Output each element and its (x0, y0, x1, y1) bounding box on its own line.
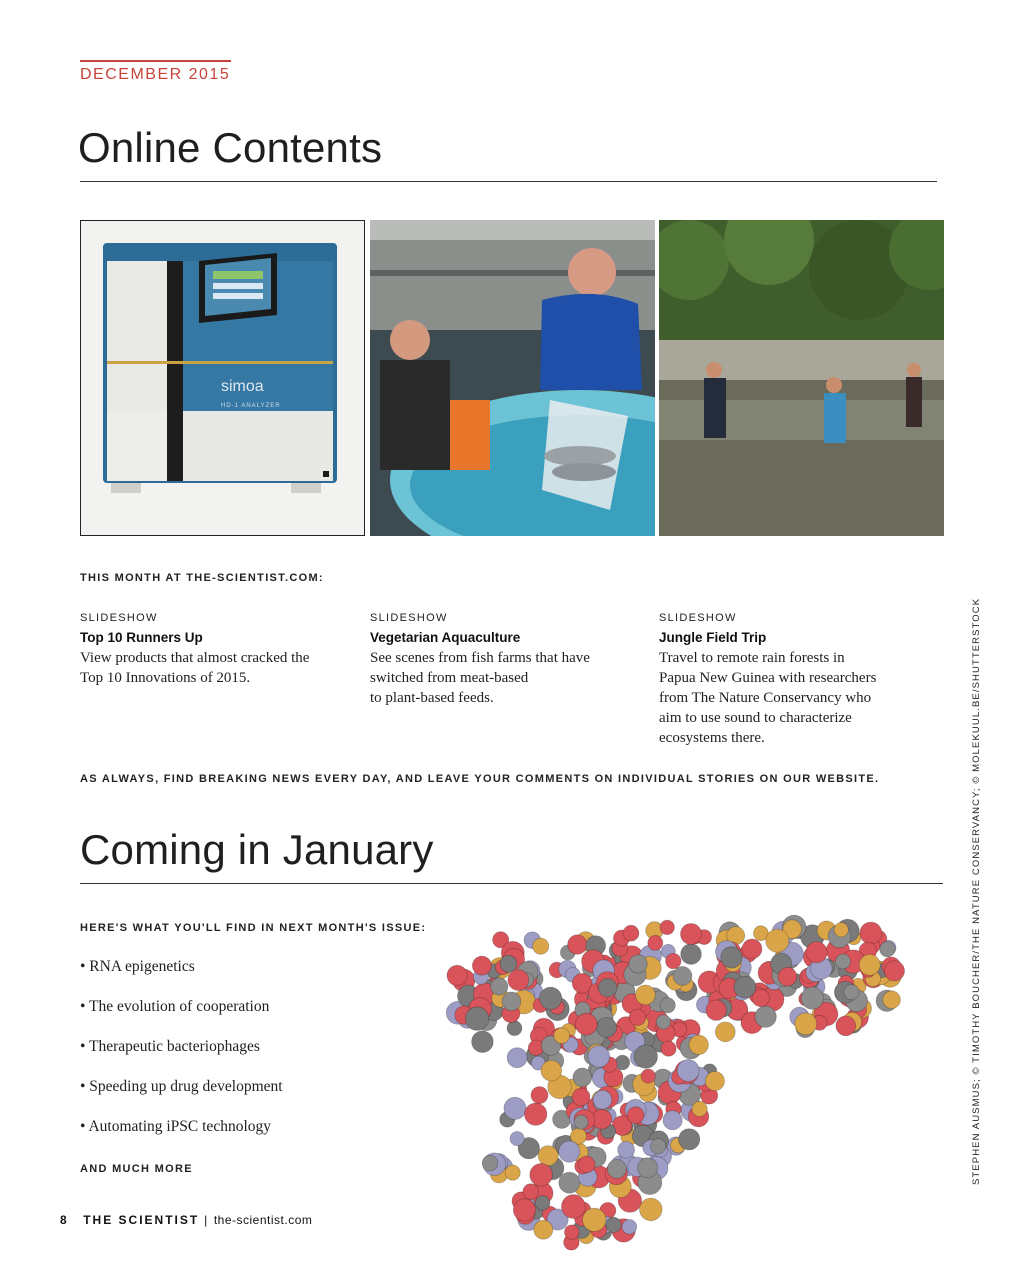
atom-sphere (705, 1072, 724, 1091)
atom-sphere (559, 1141, 580, 1162)
atom-sphere (734, 976, 756, 998)
atom-sphere (525, 1103, 547, 1125)
atom-sphere (834, 923, 848, 937)
atom-sphere (636, 985, 656, 1005)
always-note: AS ALWAYS, FIND BREAKING NEWS EVERY DAY, AND LEAVE YOUR COMMENTS ON INDIVIDUAL STORIES ON OUR WEBSITE. (80, 773, 880, 785)
atom-sphere (859, 954, 880, 975)
atom-sphere (505, 1165, 520, 1180)
coming-list (80, 955, 283, 1155)
atom-sphere (583, 1208, 606, 1231)
atom-sphere (692, 1101, 707, 1116)
list-item: • The evolution of cooperation (80, 998, 270, 1015)
feature-description: Travel to remote rain forests in Papua New Guinea with researchers from The Nature Conservancy who aim to use sound to characterize ecosystems there. (659, 650, 877, 746)
photo-aquaculture[interactable] (370, 220, 655, 536)
atom-sphere (510, 1132, 524, 1146)
atom-sphere (472, 956, 491, 975)
atom-sphere (533, 938, 549, 954)
header-accent-rule (80, 60, 231, 62)
feature-jungle (659, 612, 934, 748)
coming-divider (80, 883, 943, 884)
atom-sphere (673, 967, 692, 986)
atom-sphere (597, 1017, 617, 1037)
atom-sphere (565, 1225, 580, 1240)
atom-sphere (677, 1060, 699, 1082)
atom-sphere (836, 954, 851, 969)
atom-sphere (447, 965, 467, 985)
photo-instrument[interactable] (80, 220, 365, 536)
feature-type: SLIDESHOW (80, 612, 158, 624)
atom-sphere (500, 955, 517, 972)
atom-sphere (836, 1016, 856, 1036)
atom-sphere (504, 1097, 526, 1119)
atom-sphere (689, 1035, 708, 1054)
page-title: Online Contents (78, 124, 383, 171)
atom-sphere (629, 1009, 646, 1026)
feature-type: SLIDESHOW (370, 612, 448, 624)
atom-sphere (679, 1129, 700, 1150)
atom-sphere (650, 1139, 665, 1154)
atom-sphere (641, 1069, 655, 1083)
instrument-model: HD-1 ANALYZER (221, 403, 281, 409)
atom-sphere (656, 1015, 670, 1029)
atom-sphere (778, 967, 797, 986)
footer-brand: THE SCIENTIST (83, 1213, 200, 1227)
atom-sphere (554, 1028, 570, 1044)
atom-sphere (660, 920, 674, 934)
atom-sphere (880, 942, 895, 957)
atom-sphere (627, 1107, 644, 1124)
atom-sphere (472, 1031, 494, 1053)
feature-description: View products that almost cracked the Top 10 Innovations of 2015. (80, 650, 310, 686)
list-item: • Automating iPSC technology (80, 1118, 272, 1135)
atom-sphere (593, 1090, 612, 1109)
atom-sphere (706, 1000, 726, 1020)
rna-molecule-illustration (428, 905, 948, 1265)
footer-separator: | (204, 1213, 209, 1227)
atom-sphere (660, 998, 675, 1013)
atom-sphere (640, 1198, 663, 1221)
coming-intro: HERE'S WHAT YOU'LL FIND IN NEXT MONTH'S ISSUE: (80, 922, 427, 934)
atom-sphere (562, 1195, 586, 1219)
instrument-illustration (81, 221, 364, 535)
atom-sphere (801, 987, 823, 1009)
atom-sphere (531, 1087, 548, 1104)
feature-top10 (80, 612, 355, 688)
atom-sphere (623, 925, 639, 941)
feature-title[interactable]: Top 10 Runners Up (80, 630, 203, 645)
atom-sphere (559, 1172, 580, 1193)
atom-sphere (482, 1155, 498, 1171)
coming-title: Coming in January (80, 826, 434, 873)
feature-title[interactable]: Vegetarian Aquaculture (370, 630, 521, 645)
atom-sphere (795, 1013, 817, 1035)
atom-sphere (491, 978, 508, 995)
atom-sphere (507, 1021, 522, 1036)
atom-sphere (573, 1068, 592, 1087)
title-divider (80, 181, 937, 182)
jungle-illustration (659, 220, 944, 536)
page-footer (60, 1213, 312, 1227)
atom-sphere (539, 987, 561, 1009)
atom-sphere (755, 1006, 776, 1027)
atom-sphere (844, 985, 859, 1000)
atom-sphere (541, 1060, 562, 1081)
feature-aquaculture (370, 612, 645, 708)
atom-sphere (883, 991, 901, 1009)
atom-sphere (465, 1007, 489, 1031)
atom-sphere (534, 1220, 553, 1239)
atom-sphere (721, 947, 742, 968)
atom-sphere (508, 970, 529, 991)
atom-sphere (572, 1088, 590, 1106)
atom-sphere (513, 1199, 535, 1221)
atom-sphere (766, 929, 789, 952)
atom-sphere (715, 1022, 735, 1042)
atom-sphere (681, 944, 702, 965)
and-much-more: AND MUCH MORE (80, 1163, 193, 1175)
atom-sphere (742, 939, 762, 959)
photo-jungle[interactable] (659, 220, 944, 536)
aquaculture-illustration (370, 220, 655, 536)
atom-sphere (622, 1220, 637, 1235)
atom-sphere (629, 955, 647, 973)
atom-sphere (523, 1184, 539, 1200)
this-month-label: THIS MONTH AT THE-SCIENTIST.COM: (80, 572, 324, 584)
atom-sphere (574, 1115, 588, 1129)
atom-sphere (575, 1013, 597, 1035)
atom-sphere (634, 1045, 657, 1068)
atom-sphere (806, 942, 827, 963)
atom-sphere (588, 1046, 610, 1068)
atom-sphere (535, 1196, 550, 1211)
atom-sphere (530, 1164, 553, 1187)
feature-description: See scenes from fish farms that have switched from meat-based to plant-based feeds. (370, 650, 590, 706)
atom-sphere (648, 935, 663, 950)
photo-credit: STEPHEN AUSMUS; © TIMOTHY BOUCHER/THE NATURE CONSERVANCY; © MOLEKUUL.BE/SHUTTERSTOCK (971, 597, 982, 1185)
footer-url[interactable]: the-scientist.com (213, 1213, 313, 1227)
atom-sphere (578, 1156, 595, 1173)
atom-sphere (860, 922, 882, 944)
atom-sphere (607, 1159, 626, 1178)
atom-sphere (606, 1217, 621, 1232)
atom-sphere (638, 1158, 658, 1178)
issue-date: DECEMBER 2015 (80, 66, 231, 83)
atom-sphere (568, 935, 587, 954)
atom-sphere (663, 1111, 682, 1130)
atom-sphere (502, 992, 521, 1011)
feature-type: SLIDESHOW (659, 612, 737, 624)
list-item: • Therapeutic bacteriophages (80, 1038, 260, 1055)
atom-sphere (618, 1142, 635, 1159)
atom-sphere (661, 1041, 676, 1056)
list-item: • RNA epigenetics (80, 958, 195, 975)
atom-sphere (538, 1146, 558, 1166)
page-number: 8 (60, 1213, 69, 1227)
atom-sphere (507, 1048, 527, 1068)
atom-sphere (681, 924, 702, 945)
atom-sphere (666, 953, 681, 968)
feature-title[interactable]: Jungle Field Trip (659, 630, 767, 645)
instrument-brand: simoa (221, 378, 264, 395)
atom-sphere (884, 961, 904, 981)
atom-sphere (598, 978, 617, 997)
list-item: • Speeding up drug development (80, 1078, 283, 1095)
